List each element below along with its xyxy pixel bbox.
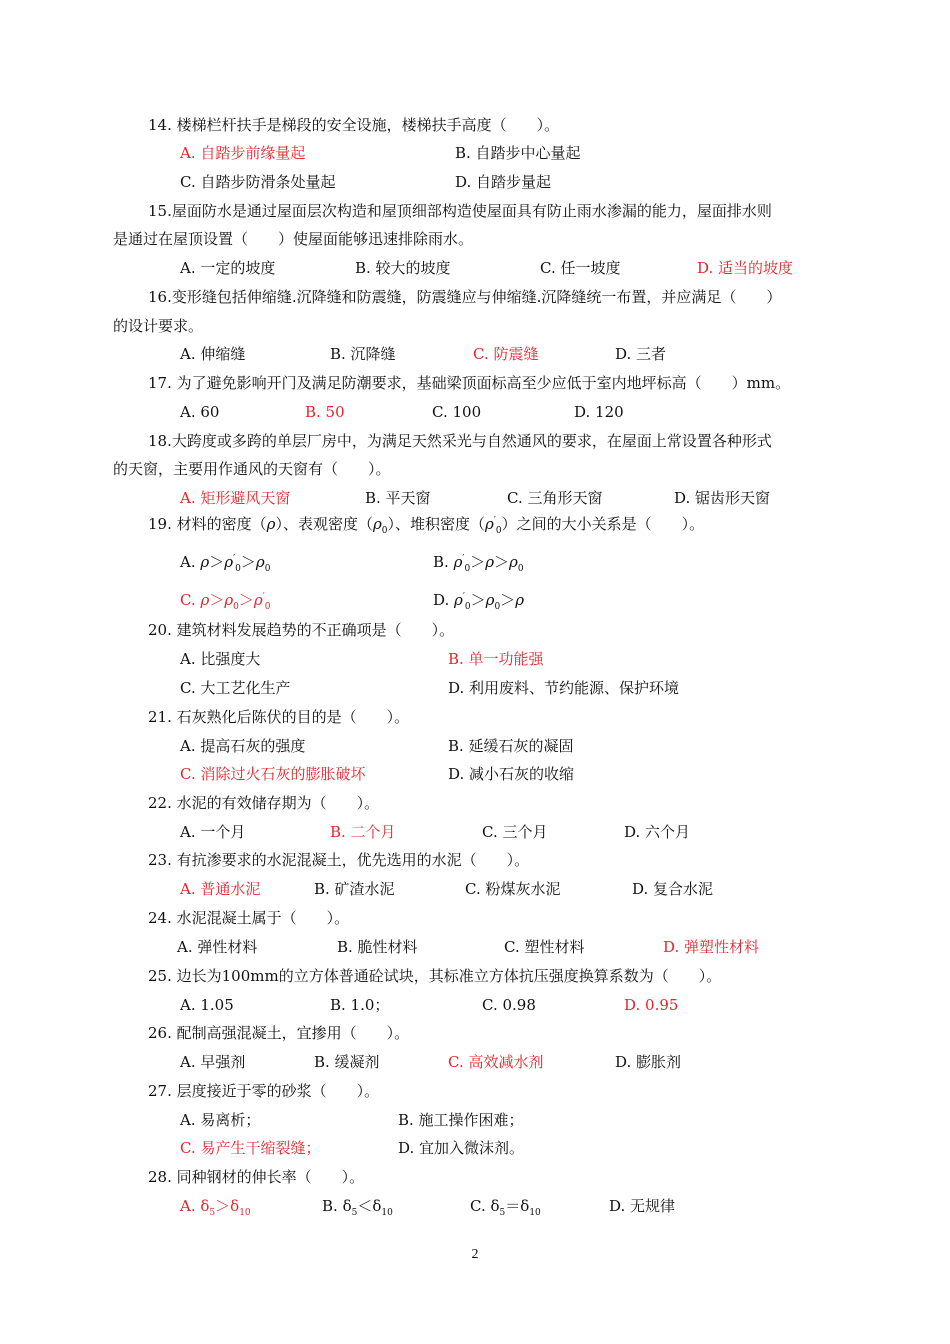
- question-17-stem: 17. 为了避免影响开门及满足防潮要求，基础梁顶面标高至少应低于室内地坪标高（ ）mm。: [148, 374, 791, 392]
- q22-option-d: D. 六个月: [624, 823, 691, 841]
- q15-option-c: C. 任一坡度: [540, 259, 621, 277]
- q15-option-b: B. 较大的坡度: [355, 259, 451, 277]
- q17-option-b: B. 50: [305, 403, 345, 421]
- q17-option-a: A. 60: [180, 403, 220, 421]
- q28-option-a: A. $\delta_5>\delta_{10}$: [180, 1197, 251, 1218]
- question-15-stem-line2: 是通过在屋顶设置（ ）使屋面能够迅速排除雨水。: [113, 230, 474, 248]
- question-24-stem: 24. 水泥混凝土属于（ ）。: [148, 909, 350, 927]
- question-26-stem: 26. 配制高强混凝土，宜掺用（ ）。: [148, 1024, 410, 1042]
- question-18-stem-line1: 18.大跨度或多跨的单层厂房中，为满足天然采光与自然通风的要求，在屋面上常设置各种形式: [148, 432, 772, 450]
- q24-option-c: C. 塑性材料: [504, 938, 585, 956]
- q19-option-b: B. $\rho'_0>\rho>\rho_0$: [433, 553, 524, 574]
- q19-option-d: D. $\rho'_0>\rho_0>\rho$: [433, 591, 525, 612]
- q14-option-d: D. 自踏步量起: [455, 173, 552, 191]
- question-25-stem: 25. 边长为100mm的立方体普通砼试块，其标准立方体抗压强度换算系数为（ ）。: [148, 967, 722, 985]
- q16-option-c: C. 防震缝: [473, 345, 539, 363]
- q16-option-b: B. 沉降缝: [330, 345, 396, 363]
- q21-option-b: B. 延缓石灰的凝固: [448, 737, 574, 755]
- q26-option-d: D. 膨胀剂: [615, 1053, 682, 1071]
- q22-option-b: B. 二个月: [330, 823, 396, 841]
- q14-option-b: B. 自踏步中心量起: [455, 144, 581, 162]
- question-19-stem: 19. 材料的密度（ρ）、表观密度$(\rho_0)$、堆积密度$(\rho'_0)$之间的大小关系是（ ）。: [148, 515, 705, 536]
- q27-option-c: C. 易产生干缩裂缝；: [180, 1139, 321, 1157]
- question-21-stem: 21. 石灰熟化后陈伏的目的是（ ）。: [148, 708, 410, 726]
- q25-option-c: C. 0.98: [482, 996, 536, 1014]
- q26-option-a: A. 早强剂: [180, 1053, 246, 1071]
- q22-option-a: A. 一个月: [180, 823, 246, 841]
- q17-option-c: C. 100: [432, 403, 482, 421]
- q27-option-a: A. 易离析；: [180, 1111, 261, 1129]
- q23-option-d: D. 复合水泥: [632, 880, 714, 898]
- question-20-stem: 20. 建筑材料发展趋势的不正确项是（ ）。: [148, 621, 455, 639]
- q18-option-b: B. 平天窗: [365, 489, 431, 507]
- q27-option-d: D. 宜加入微沫剂。: [398, 1139, 525, 1157]
- q18-option-a: A. 矩形避风天窗: [180, 489, 291, 507]
- q19-option-c: C. $\rho>\rho_0>\rho'_0$: [180, 591, 271, 612]
- question-15-stem-line1: 15.屋面防水是通过屋面层次构造和屋顶细部构造使屋面具有防止雨水渗漏的能力，屋面排水则: [148, 202, 772, 220]
- question-22-stem: 22. 水泥的有效储存期为（ ）。: [148, 794, 380, 812]
- q14-option-a: A. 自踏步前缘量起: [180, 144, 306, 162]
- question-27-stem: 27. 层度接近于零的砂浆（ ）。: [148, 1082, 380, 1100]
- q20-option-d: D. 利用废料、节约能源、保护环境: [448, 679, 680, 697]
- q26-option-b: B. 缓凝剂: [314, 1053, 380, 1071]
- q23-option-c: C. 粉煤灰水泥: [465, 880, 561, 898]
- q22-option-c: C. 三个月: [482, 823, 548, 841]
- q18-option-d: D. 锯齿形天窗: [674, 489, 771, 507]
- question-23-stem: 23. 有抗渗要求的水泥混凝土，优先选用的水泥（ ）。: [148, 851, 530, 869]
- q21-option-d: D. 减小石灰的收缩: [448, 765, 575, 783]
- q24-option-b: B. 脆性材料: [337, 938, 418, 956]
- q16-option-d: D. 三者: [615, 345, 667, 363]
- q25-option-d: D. 0.95: [624, 996, 679, 1014]
- q27-option-b: B. 施工操作困难；: [398, 1111, 524, 1129]
- q20-option-c: C. 大工艺化生产: [180, 679, 291, 697]
- q16-option-a: A. 伸缩缝: [180, 345, 246, 363]
- q26-option-c: C. 高效减水剂: [448, 1053, 544, 1071]
- q25-option-a: A. 1.05: [180, 996, 234, 1014]
- question-28-stem: 28. 同种钢材的伸长率（ ）。: [148, 1168, 365, 1186]
- q18-option-c: C. 三角形天窗: [507, 489, 603, 507]
- q21-option-c: C. 消除过火石灰的膨胀破坏: [180, 765, 366, 783]
- question-18-stem-line2: 的天窗，主要用作通风的天窗有（ ）。: [113, 460, 391, 478]
- q24-option-d: D. 弹塑性材料: [663, 938, 760, 956]
- q20-option-b: B. 单一功能强: [448, 650, 544, 668]
- q20-option-a: A. 比强度大: [180, 650, 261, 668]
- question-16-stem-line1: 16.变形缝包括伸缩缝.沉降缝和防震缝，防震缝应与伸缩缝.沉降缝统一布置，并应满足（ ）: [148, 288, 782, 306]
- q25-option-b: B. 1.0；: [330, 996, 390, 1014]
- q19-option-a: A. $\rho>\rho'_0>\rho_0$: [180, 553, 271, 574]
- q28-option-c: C. $\delta_5=\delta_{10}$: [470, 1197, 541, 1218]
- q21-option-a: A. 提高石灰的强度: [180, 737, 306, 755]
- q28-option-d: D. 无规律: [609, 1197, 676, 1215]
- q24-option-a: A. 弹性材料: [177, 938, 258, 956]
- q15-option-d: D. 适当的坡度: [697, 259, 794, 277]
- page-number: 2: [471, 1247, 479, 1262]
- q14-option-c: C. 自踏步防滑条处量起: [180, 173, 336, 191]
- question-16-stem-line2: 的设计要求。: [113, 317, 204, 335]
- question-14-stem: 14. 楼梯栏杆扶手是梯段的安全设施，楼梯扶手高度（ ）。: [148, 116, 560, 134]
- q23-option-a: A. 普通水泥: [180, 880, 261, 898]
- q23-option-b: B. 矿渣水泥: [314, 880, 395, 898]
- q17-option-d: D. 120: [574, 403, 624, 421]
- q15-option-a: A. 一定的坡度: [180, 259, 276, 277]
- q28-option-b: B. $\delta_5<\delta_{10}$: [322, 1197, 393, 1218]
